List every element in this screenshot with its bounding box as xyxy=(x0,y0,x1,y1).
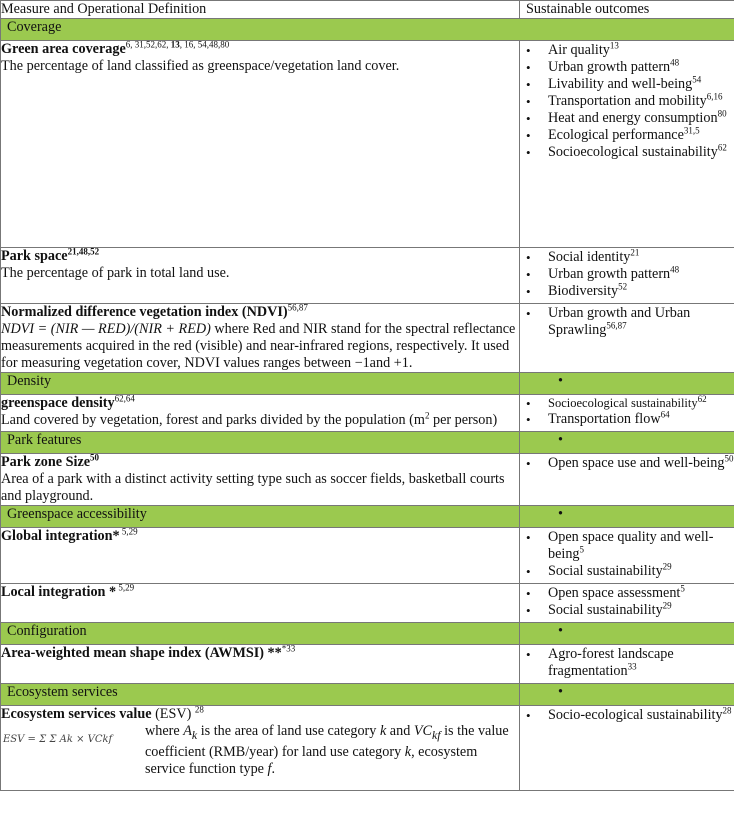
outcomes-cell-local-integration xyxy=(520,584,734,623)
outcome-text: Social sustainability xyxy=(548,602,663,618)
outcome-ref: 13 xyxy=(609,40,619,51)
outcomes-list xyxy=(520,395,734,431)
outcomes-list xyxy=(520,248,734,303)
section-label-configuration: Configuration xyxy=(7,623,87,639)
outcomes-cell-green-area xyxy=(520,41,734,248)
table-header-row xyxy=(1,1,734,19)
measure-cell-awmsi xyxy=(1,645,520,684)
measure-cell-park-space xyxy=(1,248,520,304)
measure-cell-green-area xyxy=(1,41,520,248)
outcome-ref: 80 xyxy=(717,108,727,119)
measure-title: Global integration xyxy=(1,528,113,544)
outcome-ref: 21 xyxy=(630,247,640,258)
table-row-awmsi xyxy=(1,645,734,684)
outcome-ref: 5 xyxy=(680,583,685,594)
measure-mark: * xyxy=(112,528,120,544)
measure-mark: ** xyxy=(264,645,282,661)
measure-refs: 62,64 xyxy=(114,393,135,404)
outcome-ref: 62 xyxy=(717,142,727,153)
outcome-ref: 64 xyxy=(660,409,670,420)
section-row-park-features xyxy=(1,432,734,454)
measure-refs: 28 xyxy=(194,704,204,715)
measure-definition: The percentage of land classified as greenspace/vegetation land cover. xyxy=(1,58,400,74)
measure-refs: 50 xyxy=(90,452,100,463)
outcome-item xyxy=(520,305,734,339)
table-row-greenspace-density xyxy=(1,395,734,432)
measure-title: Park zone Size xyxy=(1,454,91,470)
measure-refs: 56,87 xyxy=(287,302,308,313)
measure-title: greenspace density xyxy=(1,395,115,411)
outcome-ref: 54 xyxy=(692,74,702,85)
esv-definition-block xyxy=(1,723,519,778)
outcome-text: Social identity xyxy=(548,249,631,265)
outcome-ref: 5 xyxy=(579,544,585,555)
bullet-icon xyxy=(558,373,563,389)
outcome-item xyxy=(520,529,734,563)
outcome-item xyxy=(520,127,734,144)
section-row-ecosystem xyxy=(1,684,734,706)
outcome-ref: 31,5 xyxy=(683,125,700,136)
outcome-ref: 48 xyxy=(670,264,680,275)
outcome-ref: 28 xyxy=(722,705,732,716)
outcomes-cell-esv xyxy=(520,706,734,791)
outcome-ref: 52 xyxy=(618,281,628,292)
header-measure xyxy=(1,1,520,19)
outcome-text: Socioecological sustainability xyxy=(548,396,698,410)
bullet-icon xyxy=(558,506,563,522)
outcome-item xyxy=(520,93,734,110)
outcome-item xyxy=(520,249,734,266)
outcome-text: Biodiversity xyxy=(548,283,619,299)
table-row-local-integration xyxy=(1,584,734,623)
outcome-item xyxy=(520,455,734,472)
outcome-item xyxy=(520,144,734,161)
outcome-text: Transportation flow xyxy=(548,411,661,427)
outcomes-list xyxy=(520,304,734,342)
outcome-item xyxy=(520,646,734,680)
measure-cell-greenspace-density xyxy=(1,395,520,432)
outcome-text: Urban growth pattern xyxy=(548,59,671,75)
outcomes-list xyxy=(520,584,734,622)
outcome-ref: 62 xyxy=(697,393,707,404)
outcome-text: Livability and well-being xyxy=(548,76,693,92)
outcomes-list xyxy=(520,706,734,727)
outcome-text: Open space quality and well-being xyxy=(548,529,714,562)
table-row-esv xyxy=(1,706,734,791)
outcome-text: Open space assessment xyxy=(548,585,681,601)
measure-title: Normalized difference vegetation index (NDVI) xyxy=(1,304,288,320)
section-row-coverage xyxy=(1,19,734,41)
outcome-text: Heat and energy consumption xyxy=(548,110,718,126)
bullet-icon xyxy=(558,623,563,639)
outcome-text: Air quality xyxy=(548,42,610,58)
measure-refs: 5,29 xyxy=(119,526,138,537)
outcome-item xyxy=(520,411,734,428)
measure-title: Park space xyxy=(1,248,68,264)
section-label-ecosystem: Ecosystem services xyxy=(7,684,118,700)
outcome-text: Urban growth pattern xyxy=(548,266,671,282)
outcomes-list xyxy=(520,41,734,164)
outcome-item xyxy=(520,585,734,602)
measure-mark: * xyxy=(105,584,117,600)
bullet-icon xyxy=(558,432,563,448)
outcome-item xyxy=(520,393,734,411)
measure-refs: *33 xyxy=(281,643,296,654)
outcome-ref: 48 xyxy=(670,57,680,68)
outcome-item xyxy=(520,110,734,127)
section-label-density: Density xyxy=(7,373,52,389)
outcome-text: Socioecological sustainability xyxy=(548,144,718,160)
measure-cell-park-zone xyxy=(1,454,520,506)
measure-refs: 21,48,52 xyxy=(67,246,100,257)
outcome-ref: 33 xyxy=(627,661,637,672)
outcome-text: Socio-ecological sustainability xyxy=(548,707,723,723)
measure-refs: 5,29 xyxy=(116,582,135,593)
section-row-accessibility xyxy=(1,506,734,528)
measure-title: Area-weighted mean shape index (AWMSI) xyxy=(1,645,264,661)
measure-definition: where Red and NIR stand for the spectral reflectance measurements acquired in the red (visible) and near-infrared regions, respectively. It used for measuring vegetation cover, NDVI values ranges between −1and +1. xyxy=(1,321,516,371)
header-outcomes xyxy=(520,1,734,19)
outcome-text: Agro-forest landscape fragmentation xyxy=(548,646,674,679)
measure-cell-esv xyxy=(1,706,520,791)
outcomes-list xyxy=(520,454,734,475)
measure-definition: Land covered by vegetation, forest and parks divided by the population ($m^2$ per person) xyxy=(1,410,498,428)
outcome-item xyxy=(520,563,734,580)
measure-cell-global-integration xyxy=(1,528,520,584)
esv-formula-image: ESV = Σ Σ Ak × VCkf xyxy=(3,734,113,745)
measure-title: Local integration xyxy=(1,584,106,600)
measure-title: Ecosystem services value xyxy=(1,706,152,722)
measure-cell-ndvi xyxy=(1,304,520,373)
outcome-text: Social sustainability xyxy=(548,563,663,579)
section-label-coverage: Coverage xyxy=(7,19,62,35)
section-label-accessibility: Greenspace accessibility xyxy=(7,506,147,522)
outcomes-list xyxy=(520,645,734,683)
header-outcomes-label: Sustainable outcomes xyxy=(526,1,650,17)
outcome-item xyxy=(520,602,734,619)
table-row-park-space xyxy=(1,248,734,304)
outcomes-cell-park-zone xyxy=(520,454,734,506)
outcome-text: Transportation and mobility xyxy=(548,93,707,109)
measure-definition: The percentage of park in total land use. xyxy=(1,265,230,281)
outcomes-list xyxy=(520,528,734,583)
outcomes-cell-park-space xyxy=(520,248,734,304)
outcome-item xyxy=(520,707,734,724)
outcome-item xyxy=(520,42,734,59)
outcome-ref: 29 xyxy=(662,600,672,611)
section-row-configuration xyxy=(1,623,734,645)
outcome-text: Urban growth and Urban Sprawling xyxy=(548,305,691,338)
outcome-item xyxy=(520,283,734,300)
table-row-global-integration xyxy=(1,528,734,584)
measure-definition: where $A_k$ is the area of land use category k and $VC_{kf}$ is the value coefficient (RMB/year) for land use category k, ecosystem service function type f. xyxy=(145,723,509,777)
table-row-park-zone xyxy=(1,454,734,506)
measure-abbr: (ESV) xyxy=(151,706,195,722)
outcomes-cell-awmsi xyxy=(520,645,734,684)
outcome-item xyxy=(520,76,734,93)
table-row-ndvi xyxy=(1,304,734,373)
table-row-green-area xyxy=(1,41,734,248)
outcome-ref: 56,87 xyxy=(606,320,627,331)
outcomes-cell-ndvi xyxy=(520,304,734,373)
outcome-ref: 6,16 xyxy=(706,91,723,102)
outcome-item xyxy=(520,59,734,76)
outcome-text: Ecological performance xyxy=(548,127,684,143)
ndvi-formula: NDVI = (NIR — RED)/(NIR + RED) xyxy=(1,321,211,337)
outcomes-cell-global-integration xyxy=(520,528,734,584)
measure-definition: Area of a park with a distinct activity setting type such as soccer fields, basketball courts and playground. xyxy=(1,471,505,504)
section-label-park-features: Park features xyxy=(7,432,82,448)
outcome-text: Open space use and well-being xyxy=(548,455,725,471)
bullet-icon xyxy=(558,684,563,700)
outcome-ref: 50 xyxy=(724,453,734,464)
measure-cell-local-integration xyxy=(1,584,520,623)
header-measure-label: Measure and Operational Definition xyxy=(1,1,207,17)
section-row-density xyxy=(1,373,734,395)
measure-refs: 6, 31,52,62, 13, 16, 54,48,80 xyxy=(125,39,230,50)
outcomes-cell-greenspace-density xyxy=(520,395,734,432)
measure-title: Green area coverage xyxy=(1,41,126,57)
outcome-ref: 29 xyxy=(662,561,672,572)
